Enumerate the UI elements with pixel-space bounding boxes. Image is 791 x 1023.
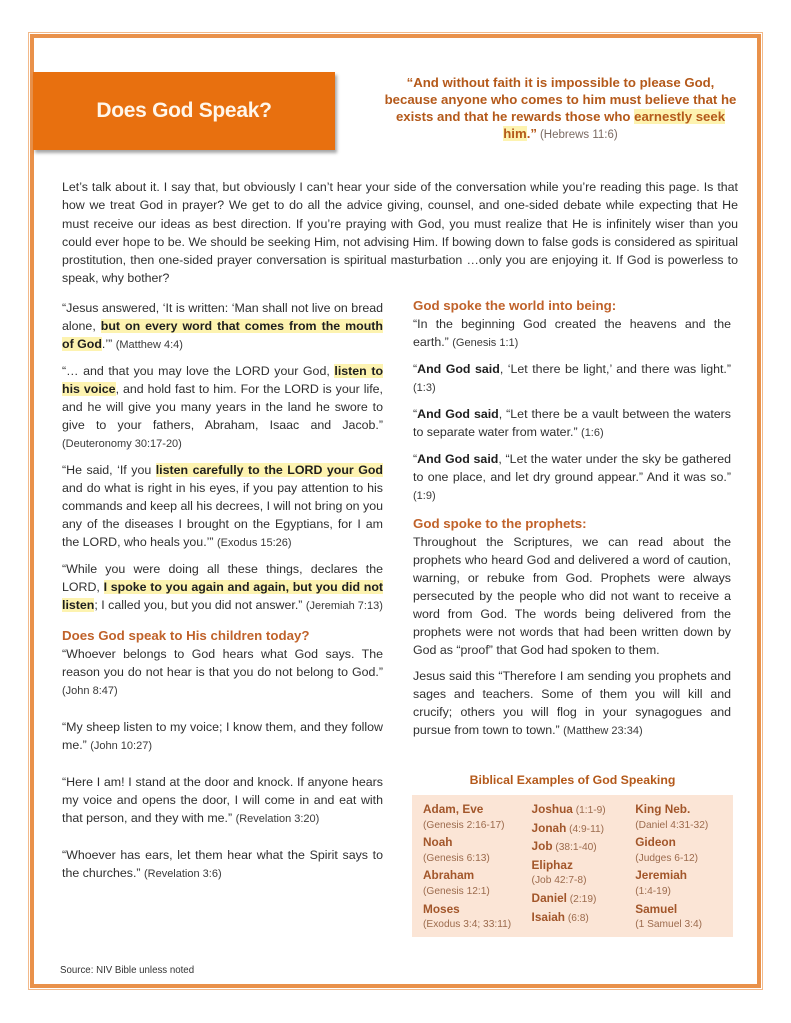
text-segment: “ (413, 452, 418, 466)
scripture-reference: (1:9) (413, 490, 436, 502)
scripture-paragraph (62, 461, 383, 552)
highlighted-text: but on every word that comes from the mouth of God (62, 319, 383, 351)
scripture-paragraph (62, 718, 383, 755)
highlighted-text: listen to his voice (62, 364, 384, 396)
right-column (413, 297, 731, 748)
scripture-paragraph (62, 645, 383, 700)
left-column (62, 299, 383, 891)
example-entry (532, 838, 636, 857)
page-title: Does God Speak? (96, 99, 272, 122)
example-entry (635, 834, 733, 867)
text-segment: , ‘Let there be light,’ and there was light.” (499, 362, 731, 376)
text-segment: .’” (101, 337, 116, 351)
section-heading: Does God speak to His children today? (62, 628, 310, 643)
example-reference: (2:19) (566, 893, 597, 905)
example-reference: (Genesis 12:1) (423, 885, 490, 897)
example-name: Isaiah (531, 909, 565, 924)
text-segment: “ (413, 407, 418, 421)
bold-text: And God said (417, 452, 499, 466)
text-segment: “ (413, 362, 418, 376)
scripture-paragraph (413, 360, 731, 397)
text-segment: “My sheep listen to my voice; I know them, and they follow me.” (62, 720, 383, 752)
examples-table (412, 795, 733, 937)
highlighted-text: listen carefully to the LORD your God (155, 463, 383, 477)
scripture-reference: (1:6) (581, 427, 604, 439)
text-segment: , “Let the water under the sky be gathered to one place, and let dry ground appear.” And it was so.” (413, 452, 731, 484)
text-segment: and do what is right in his eyes, if you pay attention to his commands and keep all his decrees, I will not bring on you any of the diseases I brought on the Egyptians, for I am the LORD, who heals you.’” (62, 481, 383, 549)
scripture-paragraph (62, 846, 383, 883)
example-reference: (1 Samuel 3:4) (635, 919, 703, 931)
text-segment: “Whoever belongs to God hears what God says. The reason you do not hear is that you do not belong to God.” (62, 647, 383, 679)
scripture-paragraph (62, 560, 383, 615)
example-reference: (4:9-11) (566, 823, 605, 835)
text-segment: ; I called you, but you did not answer.” (94, 598, 306, 612)
scripture-reference: (Genesis 1:1) (452, 337, 519, 349)
example-name: Job (531, 839, 553, 854)
text-segment: , and hold fast to him. For the LORD is your life, and he will give you many years in the land he swore to give to your fathers, Abraham, Isaac and Jacob.” (62, 382, 383, 432)
example-name: Jeremiah (635, 868, 688, 883)
example-entry (423, 867, 532, 900)
example-name: Jonah (531, 820, 567, 835)
section-heading: God spoke to the prophets: (413, 516, 587, 531)
example-reference: (1:1-9) (572, 805, 606, 816)
bold-text: And God said (417, 407, 499, 421)
scripture-paragraph (413, 667, 731, 740)
scripture-paragraph (413, 533, 731, 659)
title-banner (33, 72, 335, 150)
examples-table-title: Biblical Examples of God Speaking (469, 773, 676, 787)
example-entry (532, 909, 636, 928)
example-reference: (Daniel 4:31-32) (635, 819, 709, 831)
text-segment: “Here I am! I stand at the door and knock. If anyone hears my voice and opens the door, I will come in and eat with that person, and they with me.” (62, 775, 383, 825)
examples-column (532, 801, 636, 937)
scripture-reference: (Matthew 23:34) (563, 725, 643, 737)
scripture-paragraph (413, 405, 731, 442)
example-entry (423, 901, 532, 934)
example-reference: (38:1-40) (552, 842, 597, 854)
scripture-paragraph (62, 362, 383, 453)
hero-quote (383, 74, 738, 144)
example-entry (635, 901, 733, 934)
highlighted-text: earnestly seek him (503, 109, 726, 141)
scripture-paragraph (62, 773, 383, 828)
example-reference: (Genesis 6:13) (423, 852, 490, 864)
intro-paragraph: Let’s talk about it. I say that, but obviously I can’t hear your side of the conversation while you’re reading this page. Is that how we treat God in prayer? We get to do all the advice giving, counsel, and one-sided debate while expecting that He must receive our ideas as best direction. If you’re praying with God, you must realize that He is infinitely wiser than you could ever hope to be. We should be seeking Him, not advising Him. If bowing down to false gods is considered as spiritual prostitution, then one-sided prayer conversation is spiritual masturbation …only you are enjoying it. If God is powerless to speak, why bother? (62, 180, 738, 286)
example-entry (423, 801, 532, 834)
text-segment: “While you were doing all these things, declares the LORD, (62, 562, 383, 594)
example-reference: (Job 42:7-8) (531, 875, 587, 887)
example-name: Daniel (531, 890, 567, 905)
examples-column (635, 801, 733, 937)
example-entry (532, 820, 636, 839)
example-name: Joshua (531, 802, 573, 816)
example-reference: (Judges 6-12) (635, 852, 699, 864)
text-segment: .” (526, 126, 537, 141)
examples-column (423, 801, 532, 937)
scripture-reference: (Jeremiah 7:13) (305, 600, 383, 612)
scripture-reference: (Exodus 15:26) (216, 537, 292, 549)
example-name: Eliphaz (531, 857, 573, 872)
example-name: Samuel (635, 901, 678, 916)
example-name: Noah (423, 835, 453, 850)
hero-quote-reference: (Hebrews 11:6) (539, 129, 618, 141)
example-name: Gideon (635, 835, 676, 850)
text-segment: Throughout the Scriptures, we can read about the prophets who heard God and delivered a word of caution, warning, or rebuke from God. Prophets were always persecuted by the people who did not want to receive a word from God. The words being delivered from the prophets were not words that had been written down by God as “proof” that God had spoken to them. (413, 535, 731, 657)
source-note: Source: NIV Bible unless noted (60, 965, 195, 976)
example-reference: (Exodus 3:4; 33:11) (423, 919, 512, 931)
scripture-reference: (John 10:27) (90, 740, 152, 752)
scripture-reference: (Revelation 3:6) (143, 868, 222, 880)
example-entry (532, 857, 636, 890)
text-segment: Jesus said this “Therefore I am sending you prophets and sages and teachers. Some of them you will kill and crucify; others you will flog in your synagogues and pursue from town to town.” (413, 669, 731, 737)
bold-text: And God said (417, 362, 500, 376)
text-segment: “… and that you may love the LORD your God, (62, 364, 335, 378)
scripture-paragraph (413, 315, 731, 352)
example-entry (635, 867, 733, 900)
scripture-reference: (John 8:47) (62, 685, 118, 697)
scripture-reference: (Deuteronomy 30:17-20) (62, 438, 182, 450)
scripture-paragraph (413, 450, 731, 505)
scripture-reference: (Revelation 3:20) (235, 813, 320, 825)
example-name: Moses (423, 901, 460, 916)
example-entry (635, 801, 733, 834)
text-segment: “In the beginning God created the heavens and the earth.” (413, 317, 731, 349)
scripture-reference: (Matthew 4:4) (115, 339, 183, 351)
scripture-reference: (1:3) (413, 382, 436, 394)
text-segment: “Jesus answered, ‘It is written: ‘Man shall not live on bread alone, (62, 301, 383, 333)
example-reference: (6:8) (565, 912, 589, 924)
text-segment: “He said, ‘If you (62, 463, 156, 477)
text-segment: “And without faith it is impossible to please God, because anyone who comes to him must believe that he exists and that he rewards those who (384, 75, 737, 124)
scripture-paragraph (62, 299, 383, 354)
highlighted-text: I spoke to you again and again, but you did not listen (62, 580, 384, 612)
text-segment: “Whoever has ears, let them hear what the Spirit says to the churches.” (62, 848, 383, 880)
example-name: King Neb. (635, 802, 691, 816)
example-reference: (1:4-19) (635, 885, 671, 897)
example-name: Abraham (423, 868, 475, 883)
text-segment: , “Let there be a vault between the waters to separate water from water.” (413, 407, 731, 439)
example-name: Adam, Eve (423, 802, 484, 816)
example-entry (532, 801, 636, 820)
example-entry (532, 890, 636, 909)
example-entry (423, 834, 532, 867)
example-reference: (Genesis 2:16-17) (423, 819, 505, 831)
section-heading: God spoke the world into being: (413, 298, 617, 313)
